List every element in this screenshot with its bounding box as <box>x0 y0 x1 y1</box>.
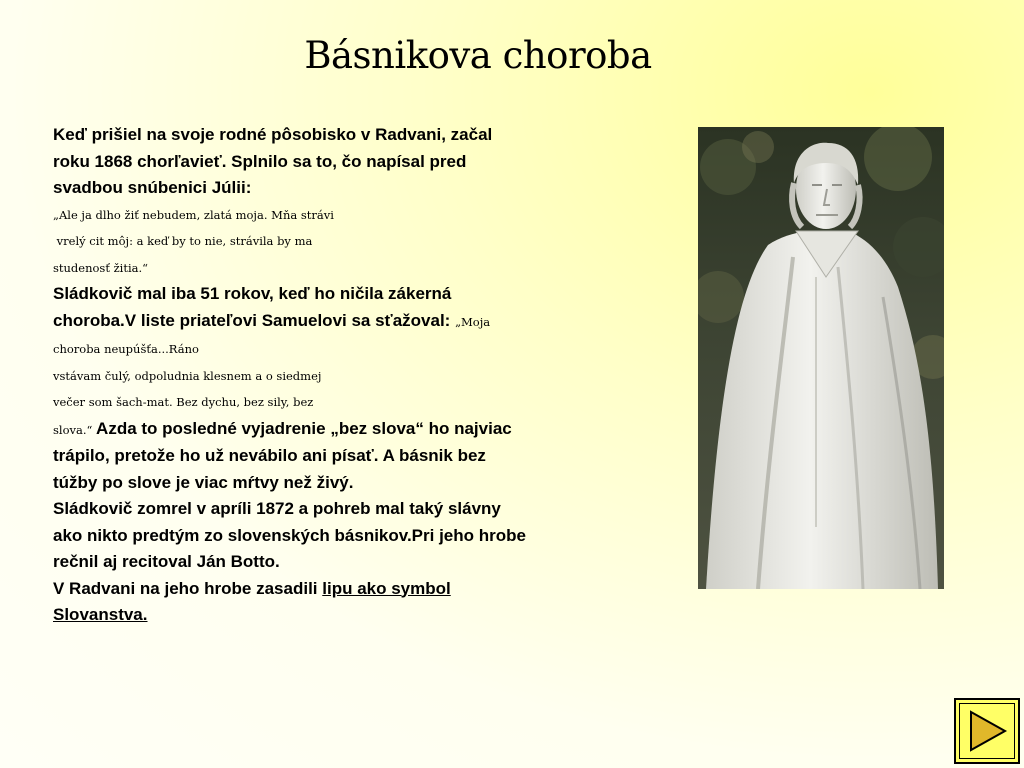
next-slide-button[interactable] <box>954 698 1020 764</box>
statue-photo <box>698 127 944 589</box>
next-slide-button-inner <box>959 703 1015 759</box>
quote-2-start: „Moja choroba neupúšťa...Ráno <box>53 314 491 356</box>
paragraph-1: Keď prišiel na svoje rodné pôsobisko v Radvani, začal roku 1868 chorľavieť. Splnilo sa to, čo napísal pred svadbou snúbenici Júlii: <box>53 125 493 197</box>
paragraph-2-continued <box>53 416 533 497</box>
quote-1-line-2: vrelý cit môj: a keď by to nie, strávila by ma <box>53 234 313 248</box>
quote-2-line-1: vstávam čulý, odpoludnia klesnem a o siedmej <box>53 368 322 383</box>
quote-2-line-2: večer som šach-mat. Bez dychu, bez sily, bez <box>53 395 314 409</box>
slide-body <box>53 122 533 629</box>
linden-link[interactable]: lipu ako symbol Slovanstva. <box>53 578 451 624</box>
paragraph-2 <box>53 281 533 363</box>
quote-2-end: slova.“ <box>53 422 97 437</box>
paragraph-2-rest: Azda to posledné vyjadrenie „bez slova“ ho najviac trápilo, pretože ho už nevábilo ani písať. A básnik bez túžby po slove je viac mŕtvy než živý. <box>53 418 512 492</box>
quote-1-line-3: studenosť žitia.“ <box>53 260 149 275</box>
slide-title: Básnikova choroba <box>304 34 652 77</box>
play-triangle-icon <box>965 709 1009 753</box>
quote-1-line-1: „Ale ja dlho žiť nebudem, zlatá moja. Mňa strávi <box>53 207 334 222</box>
paragraph-2-start: Sládkovič mal iba 51 rokov, keď ho ničila zákerná choroba.V liste priateľovi Samuelovi sa sťažoval: <box>53 284 456 330</box>
statue-illustration <box>698 127 944 589</box>
paragraph-4-start: V Radvani na jeho hrobe zasadili <box>53 578 323 598</box>
paragraph-4 <box>53 576 533 629</box>
paragraph-3: Sládkovič zomrel v apríli 1872 a pohreb mal taký slávny ako nikto predtým zo slovenských básnikov.Pri jeho hrobe rečnil aj recitoval Ján Botto. <box>53 499 526 571</box>
